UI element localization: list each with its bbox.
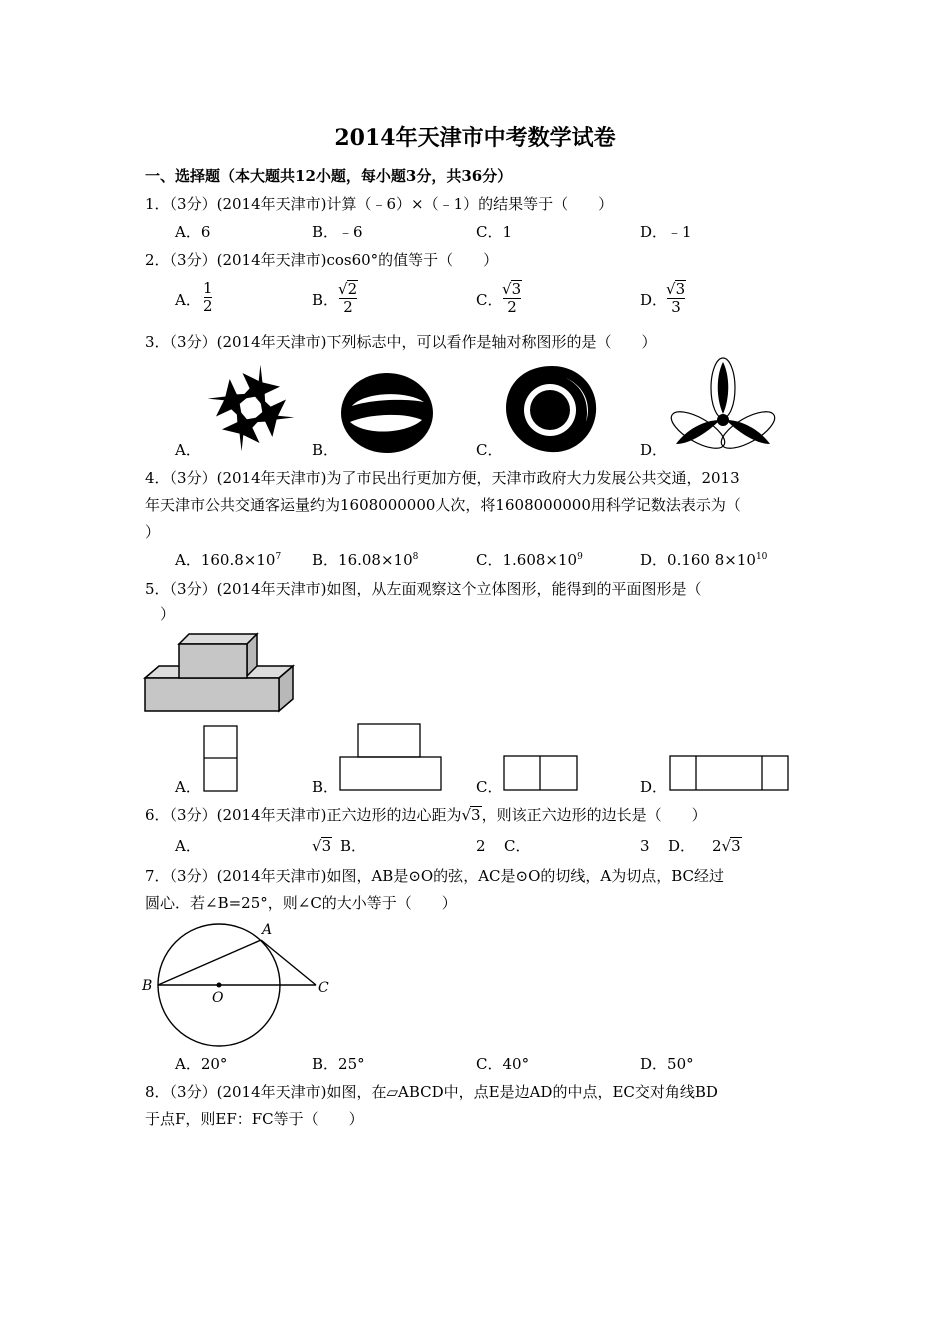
- q5-option-d: D．: [640, 778, 668, 796]
- q7-option-a: A．20°: [175, 1055, 228, 1073]
- q2-b-denominator: 2: [343, 298, 353, 316]
- q2-c-fraction: [502, 280, 522, 316]
- q5-stem-line2: ）: [160, 605, 176, 623]
- q3-logo-b-ring: [340, 372, 434, 454]
- q3-option-c: C．: [476, 441, 503, 459]
- q7-fig-label-o: O: [212, 990, 224, 1006]
- q3-logo-a-star-pinwheel: [204, 362, 298, 454]
- q7-fig-label-c: C: [318, 980, 329, 996]
- q1-option-c: C．1: [476, 223, 513, 241]
- q1-option-b: B．﹣6: [312, 223, 363, 241]
- q7-stem-line2: 圆心．若∠B=25°，则∠C的大小等于（ ）: [145, 894, 457, 912]
- q6-option-a-value: √3: [312, 837, 332, 855]
- q1-stem: 1．（3分）(2014年天津市)计算（﹣6）×（﹣1）的结果等于（ ）: [145, 195, 614, 213]
- q2-option-c: C．: [476, 291, 503, 309]
- q4-stem-line3: ）: [145, 523, 161, 541]
- q7-option-c: C．40°: [476, 1055, 530, 1073]
- q5-view-d: [669, 755, 791, 793]
- q6-stem-radicand: 3: [471, 806, 481, 824]
- q4-option-c: C．$1.608\times 10^9$: [476, 551, 583, 569]
- q4-option-d: D．0.160 $8\times 10^{10}$: [640, 551, 768, 569]
- q4-stem-line2: 年天津市公共交通客运量约为1608000000人次，将1608000000用科学记数法表示为（: [145, 496, 741, 514]
- q4-option-b: B．$16.08\times 10^8$: [312, 551, 419, 569]
- q6-option-c: C．: [504, 837, 531, 855]
- q5-view-b: [339, 723, 443, 793]
- q5-option-c: C．: [476, 778, 503, 796]
- q5-option-b: B．: [312, 778, 339, 796]
- q3-option-a: A．: [175, 441, 201, 459]
- q3-logo-c-swirl: [504, 364, 598, 454]
- q2-stem: 2．（3分）(2014年天津市)cos60°的值等于（ ）: [145, 251, 499, 269]
- q4-option-a: A．$160.8\times 10^7$: [175, 551, 282, 569]
- q2-a-fraction: [203, 280, 213, 315]
- q2-d-radicand: 3: [675, 280, 686, 298]
- q3-stem: 3．（3分）(2014年天津市)下列标志中，可以看作是轴对称图形的是（ ）: [145, 333, 657, 351]
- q5-view-c: [503, 755, 579, 793]
- q3-option-d: D．: [640, 441, 668, 459]
- q2-a-denominator: 2: [203, 297, 213, 315]
- q2-option-b: B．: [312, 291, 339, 309]
- q5-view-a: [203, 725, 239, 793]
- radical-sign: √: [666, 280, 676, 298]
- q7-fig-label-b: B: [142, 978, 153, 994]
- q2-c-radicand: 3: [511, 280, 522, 298]
- q5-option-a: A．: [175, 778, 201, 796]
- q7-option-b: B．25°: [312, 1055, 365, 1073]
- q8-stem-line1: 8．（3分）(2014年天津市)如图，在▱ABCD中，点E是边AD的中点，EC交对角线BD: [145, 1083, 718, 1101]
- section-heading: 一、选择题（本大题共12小题，每小题3分，共36分）: [145, 167, 513, 185]
- q5-solid-figure: [144, 632, 296, 714]
- q1-option-d: D．﹣1: [640, 223, 692, 241]
- q6-option-b-value: 2: [476, 837, 486, 855]
- q2-d-denominator: 3: [671, 298, 681, 316]
- q7-circle-figure: [140, 918, 340, 1046]
- exam-title: 2014年天津市中考数学试卷: [334, 125, 616, 151]
- q2-a-numerator: 1: [203, 279, 213, 297]
- q7-stem-line1: 7．（3分）(2014年天津市)如图，AB是⊙O的弦，AC是⊙O的切线，A为切点，BC经过: [145, 867, 724, 885]
- q2-d-fraction: [666, 280, 686, 316]
- q6-stem: 6．（3分）(2014年天津市)正六边形的边心距为√3，则该正六边形的边长是（ ）: [145, 806, 707, 824]
- q2-option-d: D．: [640, 291, 668, 309]
- radical-sign: √: [502, 280, 512, 298]
- q7-fig-label-a: A: [262, 922, 273, 938]
- q1-option-a: A．6: [175, 223, 211, 241]
- q2-b-radicand: 2: [347, 280, 358, 298]
- q6-option-d: D．: [668, 837, 696, 855]
- q2-c-denominator: 2: [507, 298, 517, 316]
- radical-sign: √: [338, 280, 348, 298]
- q4-stem-line1: 4．（3分）(2014年天津市)为了市民出行更加方便，天津市政府大力发展公共交通，2013: [145, 469, 740, 487]
- q2-b-fraction: [338, 280, 358, 316]
- q6-option-a: A．: [175, 837, 201, 855]
- q3-logo-d-trefoil: [668, 358, 778, 456]
- q6-option-c-value: 3: [640, 837, 650, 855]
- q8-stem-line2: 于点F，则EF：FC等于（ ）: [145, 1110, 364, 1128]
- q7-option-d: D．50°: [640, 1055, 694, 1073]
- q5-stem-line1: 5．（3分）(2014年天津市)如图，从左面观察这个立体图形，能得到的平面图形是（: [145, 580, 702, 598]
- q6-option-d-value: 2√3: [712, 837, 741, 855]
- q3-option-b: B．: [312, 441, 339, 459]
- q2-option-a: A．: [175, 291, 201, 309]
- q6-option-b: B．: [340, 837, 367, 855]
